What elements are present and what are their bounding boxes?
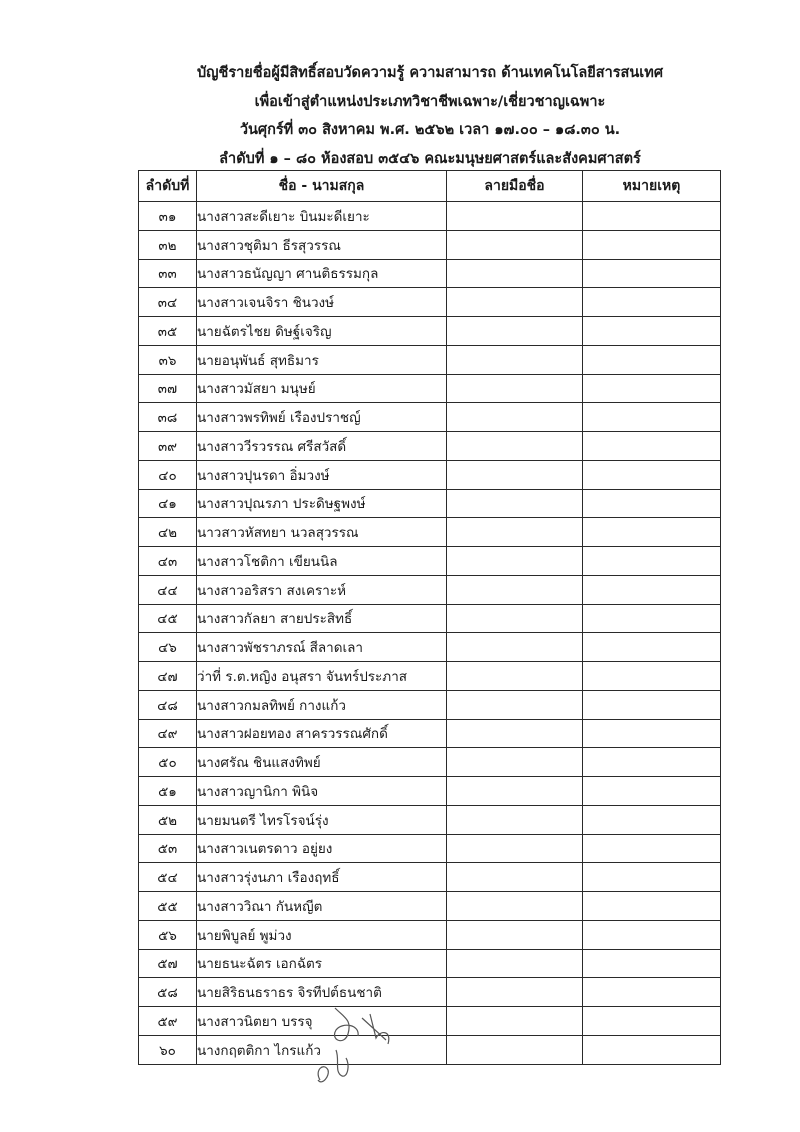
table-row [139, 920, 721, 949]
row-signature-cell[interactable] [447, 317, 583, 346]
row-number: ๔๐ [139, 460, 197, 489]
table-row [139, 202, 721, 231]
row-remarks-cell[interactable] [583, 978, 721, 1007]
row-signature-cell[interactable] [447, 1035, 583, 1064]
row-full-name: นางสาววีรวรรณ ศรีสวัสดิ์ [197, 432, 447, 461]
table-row [139, 748, 721, 777]
row-remarks-cell[interactable] [583, 403, 721, 432]
row-remarks-cell[interactable] [583, 690, 721, 719]
document-subtitle: เพื่อเข้าสู่ตำแหน่งประเภทวิชาชีพเฉพาะ/เชี่ยวชาญเฉพาะ [254, 94, 606, 110]
table-header-row [139, 171, 721, 202]
row-signature-cell[interactable] [447, 978, 583, 1007]
exam-date-time: วันศุกร์ที่ ๓๐ สิงหาคม พ.ศ. ๒๕๖๒ เวลา ๑๗.๐๐ – ๑๘.๓๐ น. [239, 122, 621, 138]
row-number: ๔๓ [139, 547, 197, 576]
row-signature-cell[interactable] [447, 432, 583, 461]
row-signature-cell[interactable] [447, 374, 583, 403]
row-number: ๓๔ [139, 288, 197, 317]
row-remarks-cell[interactable] [583, 633, 721, 662]
row-signature-cell[interactable] [447, 403, 583, 432]
row-remarks-cell[interactable] [583, 604, 721, 633]
row-number: ๔๗ [139, 662, 197, 691]
row-number: ๕๗ [139, 949, 197, 978]
exam-room-range: ลำดับที่ ๑ – ๘๐ ห้องสอบ ๓๕๔๖ คณะมนุษยศาสตร์และสังคมศาสตร์ [219, 151, 641, 167]
row-remarks-cell[interactable] [583, 202, 721, 231]
row-full-name: นางสาวปุนรดา อิ่มวงษ์ [197, 460, 447, 489]
row-full-name: นายอนุพันธ์ สุทธิมาร [197, 345, 447, 374]
row-remarks-cell[interactable] [583, 489, 721, 518]
row-full-name: นายพิบูลย์ พูม่วง [197, 920, 447, 949]
column-header-number: ลำดับที่ [139, 171, 197, 202]
row-number: ๔๑ [139, 489, 197, 518]
row-full-name: นางสาวอริสรา สงเคราะห์ [197, 575, 447, 604]
table-row [139, 1007, 721, 1036]
roster-table [138, 170, 721, 1065]
row-signature-cell[interactable] [447, 288, 583, 317]
row-signature-cell[interactable] [447, 949, 583, 978]
row-full-name: นายมนตรี ไทรโรจน์รุ่ง [197, 805, 447, 834]
row-full-name: นายฉัตรไชย ดิษฐ์เจริญ [197, 317, 447, 346]
row-number: ๔๔ [139, 575, 197, 604]
row-number: ๓๖ [139, 345, 197, 374]
row-full-name: นางสาวพรทิพย์ เรืองปราชญ์ [197, 403, 447, 432]
row-number: ๔๕ [139, 604, 197, 633]
row-signature-cell[interactable] [447, 690, 583, 719]
table-row [139, 892, 721, 921]
table-row [139, 633, 721, 662]
row-full-name: นางสาวสะดีเยาะ บินมะดีเยาะ [197, 202, 447, 231]
table-row [139, 317, 721, 346]
row-number: ๔๘ [139, 690, 197, 719]
table-row [139, 662, 721, 691]
row-signature-cell[interactable] [447, 604, 583, 633]
row-number: ๓๒ [139, 230, 197, 259]
row-remarks-cell[interactable] [583, 345, 721, 374]
row-remarks-cell[interactable] [583, 230, 721, 259]
handwritten-signature-mark [300, 1000, 400, 1090]
row-number: ๓๘ [139, 403, 197, 432]
row-number: ๕๓ [139, 834, 197, 863]
row-remarks-cell[interactable] [583, 662, 721, 691]
row-number: ๓๓ [139, 259, 197, 288]
document-title: บัญชีรายชื่อผู้มีสิทธิ์สอบวัดความรู้ ความสามารถ ด้านเทคโนโลยีสารสนเทศ [196, 65, 664, 81]
row-full-name: นางสาวโชติกา เขียนนิล [197, 547, 447, 576]
table-row [139, 374, 721, 403]
table-row [139, 518, 721, 547]
row-full-name: นางกฤตติกา ไกรแก้ว [197, 1035, 447, 1064]
row-remarks-cell[interactable] [583, 719, 721, 748]
row-full-name: นางสาวญานิกา พินิจ [197, 777, 447, 806]
row-signature-cell[interactable] [447, 518, 583, 547]
row-number: ๓๑ [139, 202, 197, 231]
table-row [139, 403, 721, 432]
row-remarks-cell[interactable] [583, 547, 721, 576]
row-remarks-cell[interactable] [583, 834, 721, 863]
row-signature-cell[interactable] [447, 460, 583, 489]
table-row [139, 690, 721, 719]
row-remarks-cell[interactable] [583, 288, 721, 317]
row-number: ๕๔ [139, 863, 197, 892]
roster-body [139, 202, 721, 1065]
row-signature-cell[interactable] [447, 230, 583, 259]
row-signature-cell[interactable] [447, 777, 583, 806]
column-header-name: ชื่อ - นามสกุล [197, 171, 447, 202]
row-signature-cell[interactable] [447, 489, 583, 518]
row-full-name: นายสิริธนธราธร จิรทีปต์ธนชาติ [197, 978, 447, 1007]
row-signature-cell[interactable] [447, 920, 583, 949]
row-full-name: นางสาวชุติมา ธีรสุวรรณ [197, 230, 447, 259]
table-row [139, 460, 721, 489]
row-remarks-cell[interactable] [583, 259, 721, 288]
table-row [139, 949, 721, 978]
row-full-name: นางสาวฝอยทอง สาครวรรณศักดิ์ [197, 719, 447, 748]
row-signature-cell[interactable] [447, 575, 583, 604]
row-remarks-cell[interactable] [583, 748, 721, 777]
row-signature-cell[interactable] [447, 834, 583, 863]
row-full-name: นางสาวธนัญญา ศานติธรรมกุล [197, 259, 447, 288]
table-row [139, 288, 721, 317]
table-row [139, 432, 721, 461]
table-row [139, 863, 721, 892]
row-remarks-cell[interactable] [583, 460, 721, 489]
column-header-remarks: หมายเหตุ [583, 171, 721, 202]
row-number: ๕๑ [139, 777, 197, 806]
table-row [139, 575, 721, 604]
row-number: ๕๒ [139, 805, 197, 834]
row-remarks-cell[interactable] [583, 1035, 721, 1064]
row-full-name: นางสาวเนตรดาว อยู่ยง [197, 834, 447, 863]
row-remarks-cell[interactable] [583, 892, 721, 921]
row-full-name: นางสาวนิตยา บรรจุ [197, 1007, 447, 1036]
row-remarks-cell[interactable] [583, 777, 721, 806]
column-header-signature: ลายมือชื่อ [447, 171, 583, 202]
row-remarks-cell[interactable] [583, 949, 721, 978]
row-remarks-cell[interactable] [583, 920, 721, 949]
table-row [139, 547, 721, 576]
row-number: ๕๐ [139, 748, 197, 777]
row-number: ๔๙ [139, 719, 197, 748]
row-remarks-cell[interactable] [583, 374, 721, 403]
table-row [139, 777, 721, 806]
row-signature-cell[interactable] [447, 345, 583, 374]
row-full-name: นางสาวพัชราภรณ์ สีลาดเลา [197, 633, 447, 662]
row-full-name: นางสาวเจนจิรา ชินวงษ์ [197, 288, 447, 317]
row-remarks-cell[interactable] [583, 432, 721, 461]
table-row [139, 489, 721, 518]
row-signature-cell[interactable] [447, 662, 583, 691]
row-remarks-cell[interactable] [583, 805, 721, 834]
row-number: ๕๕ [139, 892, 197, 921]
row-full-name: นางสาวกมลทิพย์ กางแก้ว [197, 690, 447, 719]
row-number: ๕๘ [139, 978, 197, 1007]
row-number: ๓๙ [139, 432, 197, 461]
table-row [139, 1035, 721, 1064]
row-signature-cell[interactable] [447, 719, 583, 748]
row-signature-cell[interactable] [447, 633, 583, 662]
row-signature-cell[interactable] [447, 1007, 583, 1036]
row-full-name: นางสาววิณา กันหญีต [197, 892, 447, 921]
row-full-name: นางศรัณ ชินแสงทิพย์ [197, 748, 447, 777]
row-signature-cell[interactable] [447, 748, 583, 777]
row-full-name: นางสาวกัลยา สายประสิทธิ์ [197, 604, 447, 633]
row-signature-cell[interactable] [447, 202, 583, 231]
table-row [139, 230, 721, 259]
row-full-name: นายธนะฉัตร เอกฉัตร [197, 949, 447, 978]
row-number: ๔๒ [139, 518, 197, 547]
row-remarks-cell[interactable] [583, 518, 721, 547]
table-row [139, 978, 721, 1007]
row-number: ๕๖ [139, 920, 197, 949]
row-full-name: นาวสาวหัสทยา นวลสุวรรณ [197, 518, 447, 547]
row-signature-cell[interactable] [447, 805, 583, 834]
row-remarks-cell[interactable] [583, 863, 721, 892]
table-row [139, 805, 721, 834]
row-number: ๖๐ [139, 1035, 197, 1064]
row-signature-cell[interactable] [447, 259, 583, 288]
table-row [139, 834, 721, 863]
row-full-name: ว่าที่ ร.ต.หญิง อนุสรา จันทร์ประภาส [197, 662, 447, 691]
row-remarks-cell[interactable] [583, 1007, 721, 1036]
row-number: ๓๕ [139, 317, 197, 346]
table-row [139, 604, 721, 633]
table-row [139, 719, 721, 748]
row-number: ๕๙ [139, 1007, 197, 1036]
row-number: ๓๗ [139, 374, 197, 403]
row-full-name: นางสาวมัสยา มนุษย์ [197, 374, 447, 403]
row-signature-cell[interactable] [447, 547, 583, 576]
row-number: ๔๖ [139, 633, 197, 662]
row-remarks-cell[interactable] [583, 575, 721, 604]
row-signature-cell[interactable] [447, 892, 583, 921]
row-remarks-cell[interactable] [583, 317, 721, 346]
row-signature-cell[interactable] [447, 863, 583, 892]
row-full-name: นางสาวปุณรภา ประดิษฐพงษ์ [197, 489, 447, 518]
table-row [139, 345, 721, 374]
row-full-name: นางสาวรุ่งนภา เรืองฤทธิ์ [197, 863, 447, 892]
table-row [139, 259, 721, 288]
